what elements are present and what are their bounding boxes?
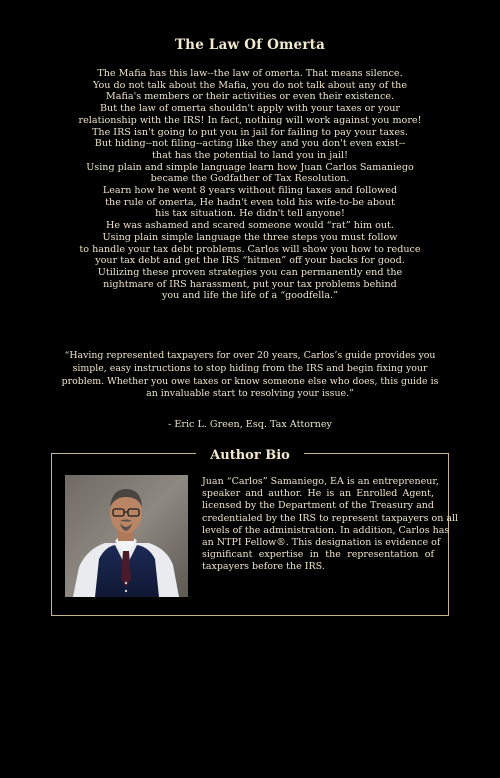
- bio-text: [202, 476, 459, 574]
- description-line: your tax debt and get the IRS “hitmen” off your backs for good.: [95, 255, 405, 267]
- description-line: his tax situation. He didn't tell anyone!: [155, 208, 345, 220]
- bio-line: an NTPI Fellow®. This designation is evidence of: [202, 537, 441, 549]
- bio-line: credentialed by the IRS to represent taxpayers on all: [202, 512, 459, 524]
- quote-attribution: - Eric L. Green, Esq. Tax Attorney: [168, 419, 332, 430]
- testimonial-quote: [58, 350, 442, 401]
- page-title: The Law Of Omerta: [174, 37, 326, 53]
- description-line: But hiding--not filing--acting like they and you don't even exist--: [94, 138, 406, 150]
- description-line: to handle your tax debt problems. Carlos will show you how to reduce: [79, 243, 421, 255]
- description-line: that has the potential to land you in jail!: [152, 149, 348, 161]
- bio-heading: Author Bio: [196, 447, 304, 465]
- description-line: nightmare of IRS harassment, put your tax problems behind: [103, 278, 397, 290]
- description-line: Mafia's members or their activities or even their existence.: [105, 91, 395, 103]
- bio-line: speaker and author. He is an Enrolled Agent,: [202, 488, 434, 500]
- description-line: became the Godfather of Tax Resolution.: [150, 173, 350, 185]
- description-line: The Mafia has this law--the law of omerta. That means silence.: [97, 68, 403, 79]
- description-text: [60, 68, 440, 302]
- description-line: You do not talk about the Mafia, you do not talk about any of the: [92, 79, 407, 91]
- quote-line: an invaluable start to resolving your issue.”: [146, 388, 354, 400]
- description-line: Using plain simple language the three steps you must follow: [102, 231, 398, 243]
- bio-line: Juan “Carlos” Samaniego, EA is an entrepreneur,: [202, 476, 439, 487]
- bio-heading-wrap: [52, 444, 448, 465]
- author-bio-box: [51, 448, 459, 616]
- author-photo: [65, 475, 188, 597]
- bio-line: taxpayers before the IRS.: [202, 561, 325, 573]
- bio-line: significant expertise in the representation of: [202, 549, 434, 561]
- bio-line: licensed by the Department of the Treasury and: [202, 500, 434, 512]
- description-line: Utilizing these proven strategies you can permanently end the: [97, 266, 403, 278]
- description-line: Using plain and simple language learn how Juan Carlos Samaniego: [86, 161, 414, 173]
- description-line: Learn how he went 8 years without filing taxes and followed: [102, 185, 398, 197]
- description-line: The IRS isn't going to put you in jail for failing to pay your taxes.: [92, 126, 408, 138]
- description-line: But the law of omerta shouldn't apply with your taxes or your: [100, 103, 400, 115]
- description-line: He was ashamed and scared someone would “rat” him out.: [106, 220, 394, 232]
- description-line: you and life the life of a “goodfella.”: [161, 290, 339, 302]
- quote-line: problem. Whether you owe taxes or know someone else who does, this guide is: [61, 375, 439, 387]
- quote-line: simple, easy instructions to stop hiding from the IRS and begin fixing your: [72, 362, 428, 374]
- quote-line: “Having represented taxpayers for over 20 years, Carlos’s guide provides you: [64, 350, 436, 361]
- bio-line: levels of the administration. In addition, Carlos has: [202, 524, 450, 536]
- description-line: relationship with the IRS! In fact, nothing will work against you more!: [78, 114, 422, 126]
- description-line: the rule of omerta, He hadn't even told his wife-to-be about: [105, 196, 395, 208]
